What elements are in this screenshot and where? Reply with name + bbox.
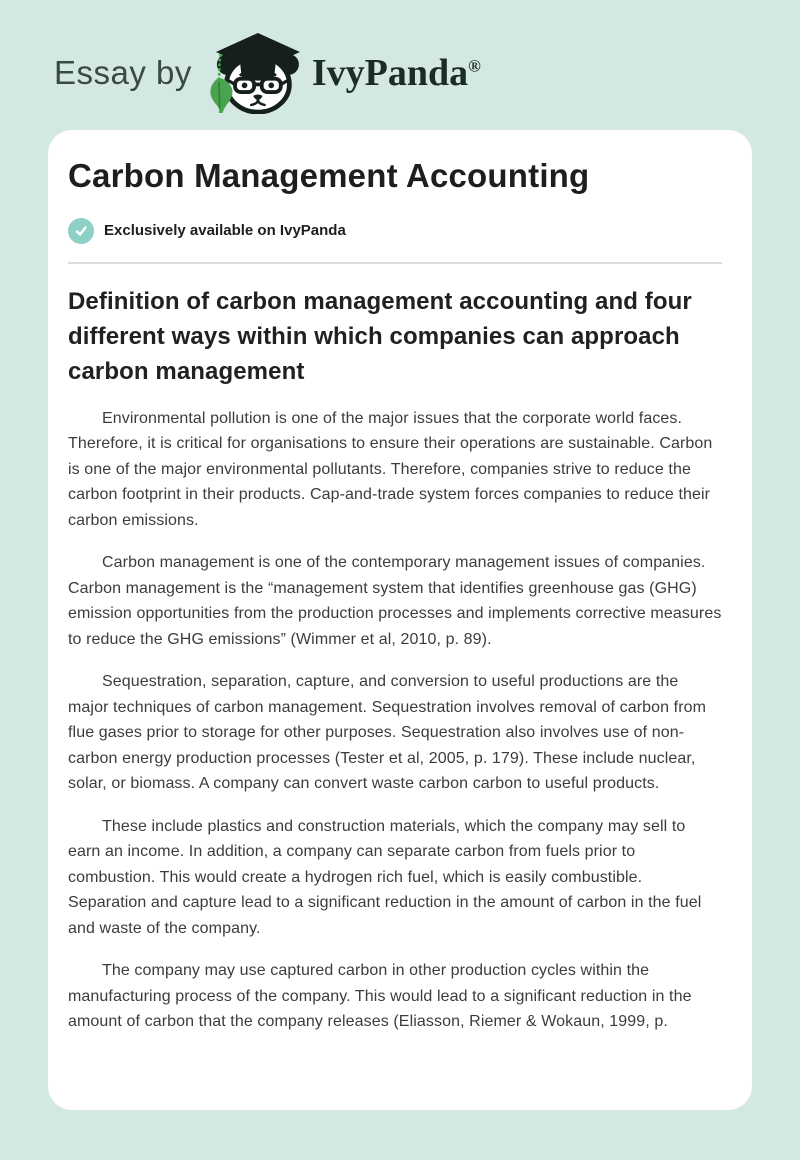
page-title: Carbon Management Accounting	[68, 157, 590, 194]
divider	[68, 262, 722, 264]
exclusive-badge	[68, 218, 722, 244]
essay-card	[48, 130, 752, 1110]
check-icon	[68, 218, 94, 244]
registered-mark: ®	[468, 56, 481, 76]
paragraph: These include plastics and construction materials, which the company may sell to earn an income. In addition, a company can separate carbon from fuels prior to combustion. This would create a hydrogen rich fuel, which is easily combustible. Separation and capture lead to a significant reduction in the amount of carbon in the fuel and waste of the company.	[68, 817, 702, 937]
paragraph: Sequestration, separation, capture, and conversion to useful productions are the major techniques of carbon management. Sequestration involves removal of carbon from flue gases prior to storage for other purposes. Sequestration also involves use of non-carbon energy production processes (Tester et al, 2005, p. 179). These include nuclear, solar, or biomass. A company can convert waste carbon carbon to useful products.	[68, 673, 707, 793]
site-header	[0, 0, 800, 112]
brand-name: IvyPanda®	[311, 52, 481, 94]
ivypanda-logo-link[interactable]	[192, 32, 481, 114]
section-heading: Definition of carbon management accounting and four different ways within which companies can approach carbon management	[68, 287, 692, 385]
panda-graduate-logo-icon	[208, 32, 304, 114]
essay-by-label: Essay by	[54, 54, 192, 91]
exclusive-badge-label: Exclusively available on IvyPanda	[104, 222, 346, 240]
paragraph: Carbon management is one of the contemporary management issues of companies. Carbon management is the “management system that identifies greenhouse gas (GHG) emission opportunities from the production processes and implements corrective measures to reduce the GHG emissions” (Wimmer et al, 2010, p. 89).	[68, 554, 722, 648]
paragraph: Environmental pollution is one of the major issues that the corporate world faces. Therefore, it is critical for organisations to ensure their operations are sustainable. Carbon is one of the major environmental pollutants. Therefore, companies strive to reduce the carbon footprint in their products. Cap-and-trade system forces companies to reduce their carbon emissions.	[68, 409, 713, 529]
paragraph: The company may use captured carbon in other production cycles within the manufacturing process of the company. This would lead to a significant reduction in the amount of carbon that the company releases (Eliasson, Riemer & Wokaun, 1999, p.	[68, 962, 692, 1031]
